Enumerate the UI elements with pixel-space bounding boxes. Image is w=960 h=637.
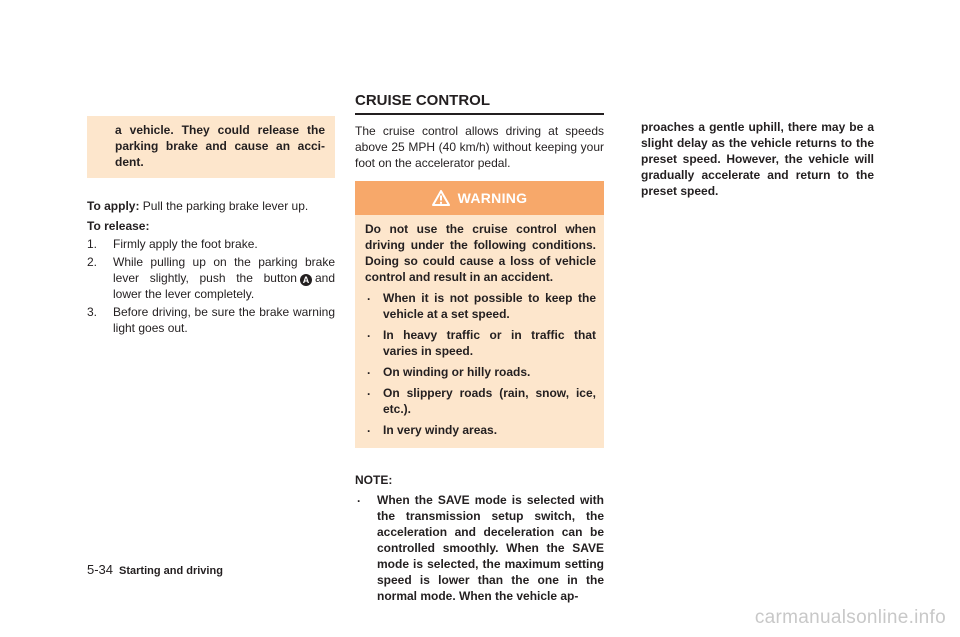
step-number: 2. <box>87 255 98 269</box>
warning-bullet: . When it is not possible to keep the vehicle at a set speed. <box>365 290 596 322</box>
note-bullet: . When the SAVE mode is selected with the transmission setup switch, the acceleration and deceleration can be controlled smoothly. When the SAVE mode is selected, the maximum setting speed is lower than the one in the normal mode. When the vehicle ap- <box>355 492 604 604</box>
button-a-marker-icon: A <box>300 274 312 286</box>
to-apply-label: To apply: <box>87 199 140 213</box>
step-text: Before driving, be sure the brake warning light goes out. <box>113 305 335 335</box>
middle-column <box>355 0 604 604</box>
to-apply-text: Pull the parking brake lever up. <box>139 199 309 213</box>
section-title: CRUISE CONTROL <box>355 92 604 115</box>
to-apply-paragraph <box>87 198 335 214</box>
watermark: carmanualsonline.info <box>754 607 946 628</box>
warning-triangle-icon <box>432 190 450 206</box>
warning-label: WARNING <box>457 190 528 206</box>
note-continuation-text: proaches a gentle uphill, there may be a slight delay as the vehicle returns to the preset speed. However, the vehicle will gradually accelerate and return to the preset speed. <box>641 120 874 198</box>
warning-bullet: . On slippery roads (rain, snow, ice, etc.). <box>365 385 596 417</box>
release-steps <box>87 236 335 336</box>
page-footer <box>87 562 223 577</box>
warning-continuation-box <box>87 116 335 178</box>
step-text: Firmly apply the foot brake. <box>113 237 258 251</box>
right-column <box>641 0 874 199</box>
warning-continuation-text: a vehicle. They could release the parking brake and cause an acci- dent. <box>115 123 325 169</box>
to-release-label: To release: <box>87 219 150 233</box>
footer-section-title: Starting and driving <box>119 565 223 577</box>
warning-header <box>355 181 604 215</box>
list-item <box>87 254 335 302</box>
step-text-cont: and lower the lever completely. <box>113 271 335 301</box>
warning-bullet: . On winding or hilly roads. <box>365 364 596 380</box>
list-item <box>87 236 335 252</box>
warning-text: Do not use the cruise control when driving under the following conditions. Doing so could cause a loss of vehicle control and result in an accident. <box>365 222 596 284</box>
list-item <box>87 304 335 336</box>
step-number: 1. <box>87 237 98 251</box>
left-column <box>87 0 335 338</box>
note-title: NOTE: <box>355 473 393 487</box>
intro-paragraph: The cruise control allows driving at speeds above 25 MPH (40 km/h) without keeping your foot on the accelerator pedal. <box>355 124 604 170</box>
warning-bullet: . In heavy traffic or in traffic that varies in speed. <box>365 327 596 359</box>
warning-bullet: . In very windy areas. <box>365 422 596 438</box>
warning-box <box>355 181 604 448</box>
page-number: 5-34 <box>87 562 114 577</box>
step-number: 3. <box>87 305 98 319</box>
step-text: While pulling up on the parking brake lever slightly, push the button <box>113 255 335 285</box>
